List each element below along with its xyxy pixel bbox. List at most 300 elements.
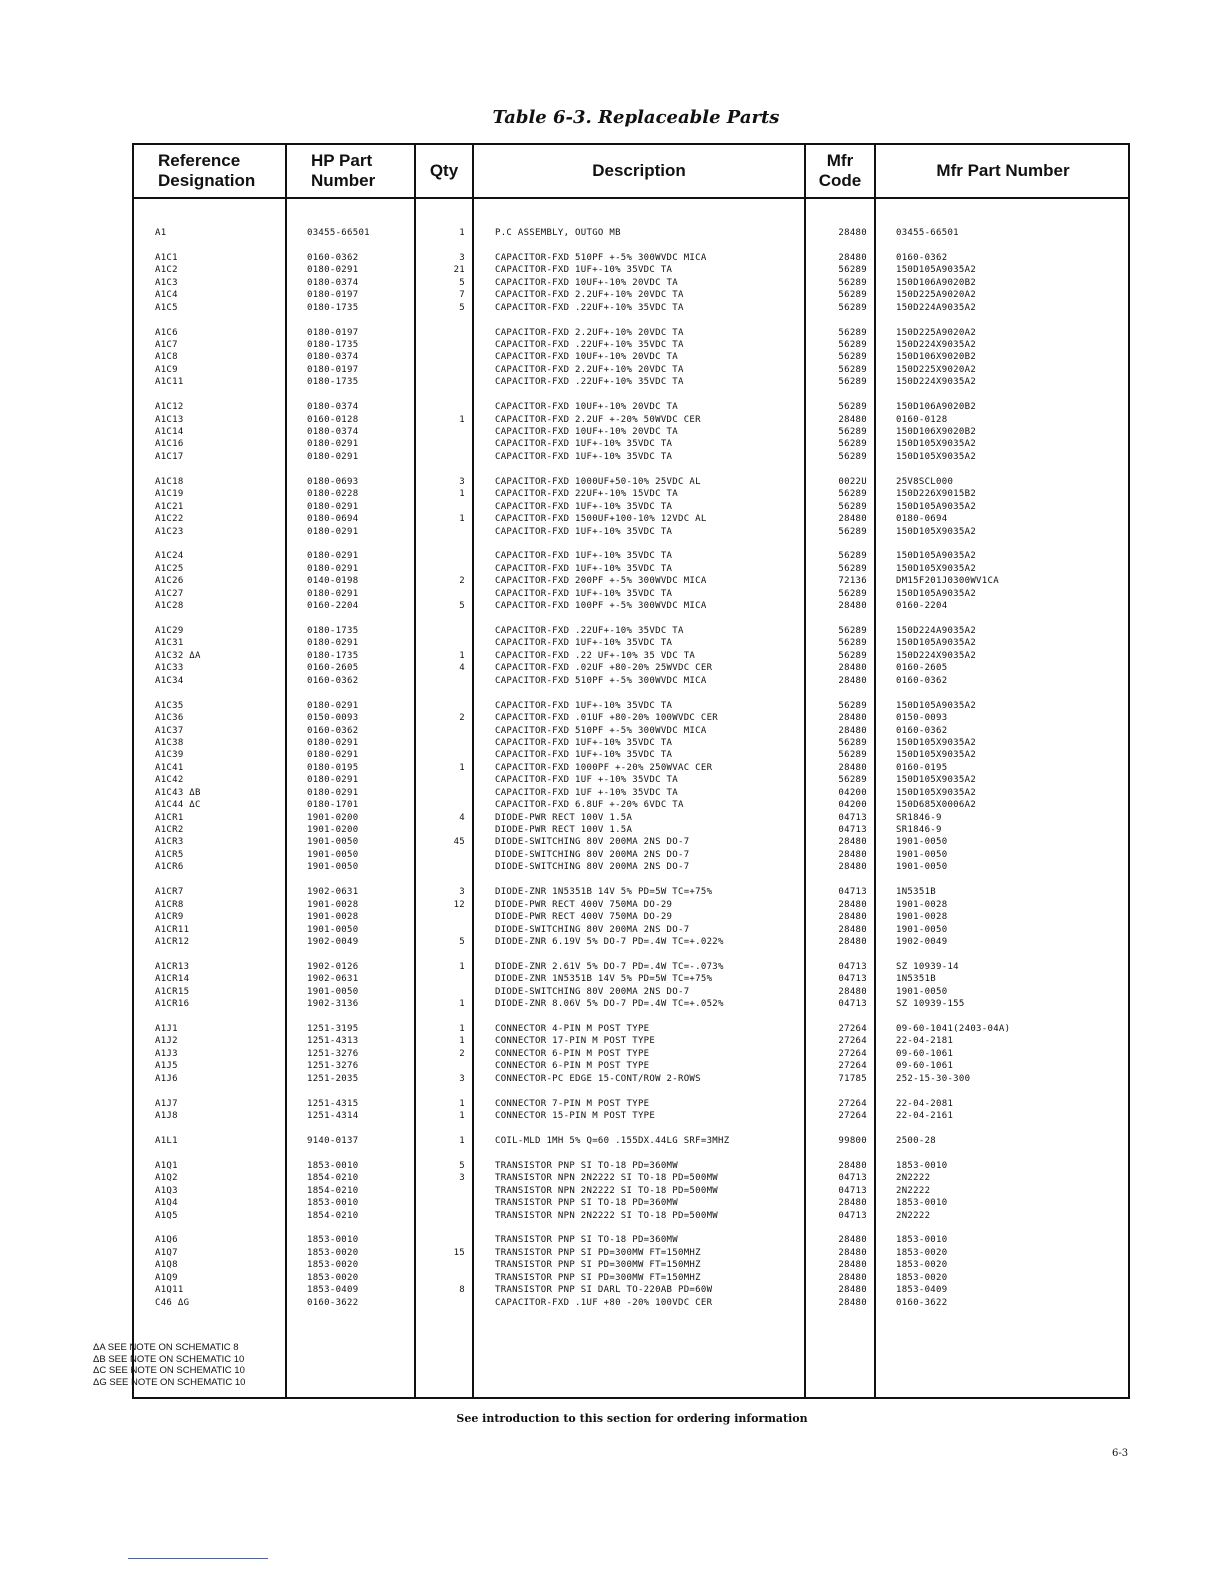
cell-description: CAPACITOR-FXD .22 UF+-10% 35 VDC TA [495, 650, 696, 661]
cell-mfr-part: 0160-0195 [896, 762, 948, 773]
cell-reference: A1CR13 [155, 961, 190, 972]
cell-mfr-part: 0160-2605 [896, 663, 948, 674]
table-row [134, 1073, 1128, 1085]
cell-qty: 1 [459, 762, 465, 773]
cell-mfr-code: 56289 [838, 626, 867, 636]
cell-qty: 5 [459, 1160, 465, 1171]
cell-description: CAPACITOR-FXD 1UF+-10% 35VDC TA [495, 451, 673, 462]
cell-mfr-code: 28480 [838, 1272, 867, 1283]
table-row [134, 886, 1128, 898]
cell-hp-part: 0180-1735 [307, 626, 359, 636]
cell-reference: A1J8 [155, 1111, 178, 1122]
cell-description: COIL-MLD 1MH 5% Q=60 .155DX.44LG SRF=3MHZ [495, 1135, 730, 1146]
cell-hp-part: 1901-0028 [307, 899, 359, 910]
cell-description: TRANSISTOR PNP SI TO-18 PD=360MW [495, 1235, 678, 1246]
page-number: 6-3 [1112, 1448, 1129, 1459]
cell-hp-part: 1251-2035 [307, 1073, 359, 1084]
cell-description: DIODE-SWITCHING 80V 200MA 2NS DO-7 [495, 862, 690, 873]
cell-qty: 1 [459, 1135, 465, 1146]
cell-reference: A1C42 [155, 775, 184, 786]
cell-hp-part: 03455-66501 [307, 228, 370, 238]
cell-mfr-code: 04200 [838, 787, 867, 798]
cell-description: CAPACITOR-FXD 510PF +-5% 300WVDC MICA [495, 725, 707, 736]
cell-mfr-code: 56289 [838, 563, 867, 574]
cell-reference: A1CR9 [155, 912, 184, 923]
table-row [134, 1297, 1128, 1309]
header-text: Mfr Part Number [936, 161, 1070, 180]
cell-hp-part: 0140-0198 [307, 576, 359, 587]
cell-mfr-code: 56289 [838, 290, 867, 301]
group-spacer [134, 1085, 1128, 1097]
cell-mfr-code: 28480 [838, 1160, 867, 1171]
decorative-line [128, 1558, 268, 1559]
cell-mfr-code: 04713 [838, 1185, 867, 1196]
cell-mfr-part: 150D225X9020A2 [896, 364, 977, 375]
cell-reference: A1CR11 [155, 924, 190, 935]
cell-mfr-part: 1853-0020 [896, 1260, 948, 1271]
cell-mfr-code: 28480 [838, 663, 867, 674]
cell-reference: A1CR7 [155, 887, 184, 898]
cell-mfr-part: 150D106A9020B2 [896, 402, 977, 413]
cell-hp-part: 1251-4315 [307, 1098, 359, 1109]
cell-hp-part: 0160-3622 [307, 1297, 359, 1308]
header-divider [134, 197, 1128, 199]
table-row [134, 252, 1128, 264]
cell-mfr-part: 150D105X9035A2 [896, 737, 977, 748]
cell-reference: A1C37 [155, 725, 184, 736]
cell-mfr-part: 1853-0010 [896, 1198, 948, 1209]
cell-description: CAPACITOR-FXD 10UF+-10% 20VDC TA [495, 402, 678, 413]
table-row [134, 351, 1128, 363]
cell-description: CAPACITOR-FXD .22UF+-10% 35VDC TA [495, 377, 684, 388]
cell-hp-part: 0180-0291 [307, 265, 359, 276]
cell-reference: A1C16 [155, 439, 184, 450]
cell-mfr-part: 150D105A9035A2 [896, 588, 977, 599]
table-row [134, 588, 1128, 600]
cell-hp-part: 1901-0050 [307, 862, 359, 873]
table-row [134, 575, 1128, 587]
cell-description: TRANSISTOR PNP SI TO-18 PD=360MW [495, 1160, 678, 1171]
header-text: Number [311, 171, 376, 190]
cell-hp-part: 0180-0291 [307, 501, 359, 512]
cell-hp-part: 1251-3276 [307, 1048, 359, 1059]
header-text: Description [592, 161, 686, 180]
cell-mfr-part: 22-04-2161 [896, 1111, 954, 1122]
table-row [134, 414, 1128, 426]
cell-hp-part: 0180-1735 [307, 650, 359, 661]
cell-description: CAPACITOR-FXD 2.2UF+-10% 20VDC TA [495, 327, 684, 338]
cell-mfr-part: 150D105A9035A2 [896, 700, 977, 711]
cell-mfr-code: 27264 [838, 1111, 867, 1122]
cell-reference: A1J1 [155, 1024, 178, 1034]
cell-reference: A1C2 [155, 265, 178, 276]
header-text: Reference [158, 151, 241, 170]
cell-mfr-part: 150D224X9035A2 [896, 650, 977, 661]
cell-description: CONNECTOR 7-PIN M POST TYPE [495, 1098, 650, 1109]
cell-description: DIODE-SWITCHING 80V 200MA 2NS DO-7 [495, 849, 690, 860]
cell-reference: A1J5 [155, 1061, 178, 1072]
cell-description: DIODE-ZNR 1N5351B 14V 5% PD=5W TC=+75% [495, 974, 713, 985]
cell-mfr-part: 22-04-2081 [896, 1098, 954, 1109]
cell-reference: A1C12 [155, 402, 184, 413]
table-body [134, 227, 1128, 1309]
cell-mfr-part: SR1846-9 [896, 812, 942, 823]
cell-qty: 1 [459, 650, 465, 661]
cell-mfr-part: 2N2222 [896, 1173, 931, 1184]
table-row [134, 799, 1128, 811]
cell-reference: A1Q4 [155, 1198, 178, 1209]
cell-mfr-part: 22-04-2181 [896, 1036, 954, 1047]
group-spacer [134, 1222, 1128, 1234]
cell-description: CAPACITOR-FXD 100PF +-5% 300WVDC MICA [495, 601, 707, 612]
cell-mfr-part: 1901-0028 [896, 899, 948, 910]
cell-reference: A1C38 [155, 737, 184, 748]
cell-reference: A1C36 [155, 713, 184, 724]
cell-description: CAPACITOR-FXD 10UF+-10% 20VDC TA [495, 427, 678, 437]
cell-mfr-part: 0160-2204 [896, 601, 948, 612]
cell-description: CAPACITOR-FXD 2.2UF +-20% 50WVDC CER [495, 414, 701, 425]
table-row [134, 836, 1128, 848]
cell-description: CAPACITOR-FXD 1UF+-10% 35VDC TA [495, 700, 673, 711]
cell-reference: A1C33 [155, 663, 184, 674]
table-row [134, 1035, 1128, 1047]
table-row [134, 1197, 1128, 1209]
cell-mfr-part: 1853-0020 [896, 1247, 948, 1258]
table-row [134, 426, 1128, 438]
cell-mfr-part: 2N2222 [896, 1185, 931, 1196]
cell-description: DIODE-SWITCHING 80V 200MA 2NS DO-7 [495, 986, 690, 997]
cell-reference: A1C18 [155, 476, 184, 487]
cell-mfr-code: 28480 [838, 849, 867, 860]
cell-mfr-code: 27264 [838, 1061, 867, 1072]
cell-mfr-code: 28480 [838, 936, 867, 947]
cell-mfr-part: 150D226X9015B2 [896, 489, 977, 500]
table-row [134, 550, 1128, 562]
cell-hp-part: 1901-0050 [307, 837, 359, 848]
cell-mfr-part: 150D105X9035A2 [896, 787, 977, 798]
cell-description: CAPACITOR-FXD 1000UF+50-10% 25VDC AL [495, 476, 701, 487]
cell-mfr-code: 0022U [838, 476, 867, 487]
cell-description: TRANSISTOR NPN 2N2222 SI TO-18 PD=500MW [495, 1185, 719, 1196]
table-row [134, 700, 1128, 712]
cell-qty: 2 [459, 576, 465, 587]
cell-qty: 1 [459, 228, 465, 238]
cell-qty: 1 [459, 1098, 465, 1109]
table-row [134, 936, 1128, 948]
parts-table [132, 143, 1130, 1399]
cell-mfr-code: 56289 [838, 700, 867, 711]
cell-description: CAPACITOR-FXD 1UF+-10% 35VDC TA [495, 551, 673, 562]
cell-hp-part: 1902-0631 [307, 974, 359, 985]
cell-mfr-code: 56289 [838, 588, 867, 599]
cell-description: CAPACITOR-FXD 1UF +-10% 35VDC TA [495, 787, 678, 798]
cell-hp-part: 1901-0200 [307, 812, 359, 823]
cell-hp-part: 0180-0291 [307, 526, 359, 537]
cell-mfr-code: 56289 [838, 302, 867, 313]
cell-hp-part: 1853-0010 [307, 1198, 359, 1209]
cell-mfr-code: 04713 [838, 961, 867, 972]
cell-qty: 1 [459, 1024, 465, 1034]
cell-hp-part: 1251-4314 [307, 1111, 359, 1122]
cell-description: TRANSISTOR PNP SI PD=300MW FT=150MHZ [495, 1260, 701, 1271]
cell-description: CAPACITOR-FXD 6.8UF +-20% 6VDC TA [495, 800, 684, 811]
header-description [474, 145, 804, 197]
cell-description: P.C ASSEMBLY, OUTGO MB [495, 228, 621, 238]
table-row [134, 1284, 1128, 1296]
cell-reference: A1C8 [155, 352, 178, 363]
cell-reference: A1C22 [155, 514, 184, 525]
cell-description: DIODE-ZNR 1N5351B 14V 5% PD=5W TC=+75% [495, 887, 713, 898]
cell-hp-part: 0180-0693 [307, 476, 359, 487]
cell-description: DIODE-PWR RECT 400V 750MA DO-29 [495, 899, 673, 910]
cell-mfr-code: 04713 [838, 974, 867, 985]
cell-qty: 3 [459, 887, 465, 898]
cell-description: CAPACITOR-FXD .1UF +80 -20% 100VDC CER [495, 1297, 713, 1308]
cell-reference: A1CR3 [155, 837, 184, 848]
cell-mfr-part: 09-60-1061 [896, 1061, 954, 1072]
cell-mfr-part: 09-60-1061 [896, 1048, 954, 1059]
cell-description: TRANSISTOR PNP SI TO-18 PD=360MW [495, 1198, 678, 1209]
table-row [134, 438, 1128, 450]
cell-description: CAPACITOR-FXD 1UF+-10% 35VDC TA [495, 265, 673, 276]
cell-mfr-code: 28480 [838, 1297, 867, 1308]
cell-reference: A1CR16 [155, 999, 190, 1010]
cell-mfr-part: 1901-0050 [896, 837, 948, 848]
header-text: Code [818, 171, 862, 190]
cell-mfr-code: 56289 [838, 551, 867, 562]
cell-mfr-part: 150D105X9035A2 [896, 563, 977, 574]
cell-mfr-part: 2N2222 [896, 1210, 931, 1221]
cell-reference: A1C5 [155, 302, 178, 313]
cell-mfr-part: 0180-0694 [896, 514, 948, 525]
cell-reference: C46 ΔG [155, 1297, 190, 1308]
cell-description: CAPACITOR-FXD .01UF +80-20% 100WVDC CER [495, 713, 719, 724]
cell-mfr-part: 1N5351B [896, 887, 937, 898]
cell-hp-part: 0160-2605 [307, 663, 359, 674]
cell-hp-part: 0180-0197 [307, 290, 359, 301]
cell-mfr-code: 28480 [838, 1247, 867, 1258]
cell-description: CONNECTOR 6-PIN M POST TYPE [495, 1048, 650, 1059]
cell-mfr-code: 28480 [838, 899, 867, 910]
cell-description: DIODE-SWITCHING 80V 200MA 2NS DO-7 [495, 837, 690, 848]
cell-description: CAPACITOR-FXD 1UF+-10% 35VDC TA [495, 750, 673, 761]
cell-qty: 1 [459, 999, 465, 1010]
cell-hp-part: 1854-0210 [307, 1173, 359, 1184]
table-row [134, 861, 1128, 873]
cell-mfr-code: 28480 [838, 601, 867, 612]
cell-reference: A1C25 [155, 563, 184, 574]
cell-reference: A1CR5 [155, 849, 184, 860]
table-row [134, 277, 1128, 289]
cell-reference: A1C17 [155, 451, 184, 462]
cell-mfr-code: 04713 [838, 999, 867, 1010]
cell-description: CONNECTOR 15-PIN M POST TYPE [495, 1111, 656, 1122]
cell-hp-part: 0180-0291 [307, 750, 359, 761]
header-text: Qty [429, 161, 459, 180]
table-row [134, 650, 1128, 662]
table-row [134, 849, 1128, 861]
cell-mfr-code: 56289 [838, 427, 867, 437]
cell-description: CAPACITOR-FXD 200PF +-5% 300WVDC MICA [495, 576, 707, 587]
cell-hp-part: 0160-0128 [307, 414, 359, 425]
cell-qty: 1 [459, 961, 465, 972]
cell-hp-part: 0180-0291 [307, 439, 359, 450]
cell-qty: 2 [459, 713, 465, 724]
cell-mfr-code: 28480 [838, 725, 867, 736]
table-row [134, 563, 1128, 575]
cell-description: CAPACITOR-FXD 510PF +-5% 300WVDC MICA [495, 252, 707, 263]
cell-reference: A1C26 [155, 576, 184, 587]
table-row [134, 787, 1128, 799]
group-spacer [134, 1123, 1128, 1135]
cell-qty: 5 [459, 936, 465, 947]
table-title: Table 6-3. Replaceable Parts [492, 107, 780, 128]
cell-hp-part: 0160-0362 [307, 675, 359, 686]
cell-mfr-code: 28480 [838, 762, 867, 773]
cell-mfr-code: 27264 [838, 1098, 867, 1109]
group-spacer [134, 613, 1128, 625]
cell-hp-part: 1853-0020 [307, 1247, 359, 1258]
group-spacer [134, 538, 1128, 550]
cell-reference: A1C28 [155, 601, 184, 612]
cell-mfr-code: 28480 [838, 1198, 867, 1209]
cell-hp-part: 1853-0010 [307, 1160, 359, 1171]
cell-mfr-code: 56289 [838, 339, 867, 350]
cell-hp-part: 1901-0050 [307, 849, 359, 860]
table-row [134, 501, 1128, 513]
cell-reference: A1C13 [155, 414, 184, 425]
cell-mfr-code: 56289 [838, 451, 867, 462]
group-spacer [134, 1147, 1128, 1159]
cell-mfr-part: 150D106X9020B2 [896, 352, 977, 363]
cell-mfr-part: 150D105X9035A2 [896, 451, 977, 462]
table-row [134, 1048, 1128, 1060]
cell-hp-part: 1854-0210 [307, 1185, 359, 1196]
header-text: HP Part [311, 151, 373, 170]
group-spacer [134, 463, 1128, 475]
cell-reference: A1C23 [155, 526, 184, 537]
cell-hp-part: 0180-0374 [307, 277, 359, 288]
header-text: Designation [158, 171, 256, 190]
cell-hp-part: 1902-0049 [307, 936, 359, 947]
cell-description: CAPACITOR-FXD .22UF+-10% 35VDC TA [495, 339, 684, 350]
table-row [134, 451, 1128, 463]
cell-reference: A1Q11 [155, 1285, 184, 1296]
cell-mfr-part: 150D105A9035A2 [896, 501, 977, 512]
cell-reference: A1C32 ΔA [155, 650, 201, 661]
cell-mfr-code: 99800 [838, 1135, 867, 1146]
cell-qty: 1 [459, 1036, 465, 1047]
cell-reference: A1Q8 [155, 1260, 178, 1271]
table-row [134, 961, 1128, 973]
cell-description: DIODE-ZNR 8.06V 5% DO-7 PD=.4W TC=+.052% [495, 999, 724, 1010]
cell-reference: A1CR1 [155, 812, 184, 823]
cell-mfr-part: 150D224A9035A2 [896, 626, 977, 636]
cell-description: CAPACITOR-FXD 1500UF+100-10% 12VDC AL [495, 514, 707, 525]
cell-reference: A1CR12 [155, 936, 190, 947]
table-row [134, 812, 1128, 824]
cell-mfr-code: 28480 [838, 1235, 867, 1246]
cell-qty: 3 [459, 476, 465, 487]
cell-hp-part: 1901-0050 [307, 986, 359, 997]
cell-reference: A1C6 [155, 327, 178, 338]
cell-description: TRANSISTOR PNP SI PD=300MW FT=150MHZ [495, 1272, 701, 1283]
header-mfr-part-number [876, 145, 1130, 197]
cell-mfr-code: 28480 [838, 986, 867, 997]
cell-mfr-code: 56289 [838, 489, 867, 500]
cell-mfr-part: 150D105A9035A2 [896, 265, 977, 276]
cell-mfr-part: 1901-0050 [896, 849, 948, 860]
cell-mfr-code: 28480 [838, 862, 867, 873]
cell-description: DIODE-SWITCHING 80V 200MA 2NS DO-7 [495, 924, 690, 935]
cell-reference: A1C3 [155, 277, 178, 288]
cell-hp-part: 0180-1735 [307, 339, 359, 350]
cell-description: CAPACITOR-FXD 1UF+-10% 35VDC TA [495, 501, 673, 512]
group-spacer [134, 948, 1128, 960]
cell-mfr-code: 28480 [838, 414, 867, 425]
cell-qty: 5 [459, 302, 465, 313]
cell-hp-part: 0180-0374 [307, 402, 359, 413]
table-row [134, 1210, 1128, 1222]
cell-mfr-code: 56289 [838, 501, 867, 512]
cell-mfr-code: 28480 [838, 252, 867, 263]
cell-description: CAPACITOR-FXD 1UF+-10% 35VDC TA [495, 563, 673, 574]
cell-mfr-part: 09-60-1041(2403-04A) [896, 1024, 1011, 1034]
cell-hp-part: 1901-0050 [307, 924, 359, 935]
cell-reference: A1Q9 [155, 1272, 178, 1283]
cell-mfr-part: SZ 10939-14 [896, 961, 959, 972]
cell-mfr-part: 150D105X9035A2 [896, 750, 977, 761]
cell-mfr-code: 27264 [838, 1036, 867, 1047]
cell-hp-part: 0180-0694 [307, 514, 359, 525]
cell-description: DIODE-PWR RECT 400V 750MA DO-29 [495, 912, 673, 923]
cell-description: CAPACITOR-FXD 10UF+-10% 20VDC TA [495, 277, 678, 288]
cell-mfr-code: 27264 [838, 1048, 867, 1059]
cell-mfr-part: 1902-0049 [896, 936, 948, 947]
cell-mfr-part: 0160-0362 [896, 675, 948, 686]
cell-reference: A1J7 [155, 1098, 178, 1109]
cell-reference: A1Q2 [155, 1173, 178, 1184]
cell-hp-part: 1251-3195 [307, 1024, 359, 1034]
cell-mfr-code: 28480 [838, 1285, 867, 1296]
cell-hp-part: 0180-0195 [307, 762, 359, 773]
cell-mfr-code: 28480 [838, 912, 867, 923]
cell-qty: 7 [459, 290, 465, 301]
group-spacer [134, 314, 1128, 326]
cell-hp-part: 1902-0631 [307, 887, 359, 898]
cell-reference: A1C21 [155, 501, 184, 512]
cell-mfr-part: 1901-0050 [896, 986, 948, 997]
cell-qty: 8 [459, 1285, 465, 1296]
table-row [134, 712, 1128, 724]
cell-description: TRANSISTOR PNP SI DARL TO-220AB PD=60W [495, 1285, 713, 1296]
cell-mfr-part: 252-15-30-300 [896, 1073, 971, 1084]
cell-mfr-code: 04713 [838, 812, 867, 823]
cell-description: CAPACITOR-FXD 2.2UF+-10% 20VDC TA [495, 364, 684, 375]
table-row [134, 264, 1128, 276]
cell-reference: A1C41 [155, 762, 184, 773]
cell-reference: A1Q7 [155, 1247, 178, 1258]
cell-reference: A1C34 [155, 675, 184, 686]
cell-qty: 1 [459, 514, 465, 525]
table-row [134, 1098, 1128, 1110]
table-row [134, 924, 1128, 936]
table-row [134, 824, 1128, 836]
cell-mfr-part: 150D106X9020B2 [896, 427, 977, 437]
cell-mfr-part: 150D224A9035A2 [896, 302, 977, 313]
cell-reference: A1C39 [155, 750, 184, 761]
cell-mfr-code: 71785 [838, 1073, 867, 1084]
